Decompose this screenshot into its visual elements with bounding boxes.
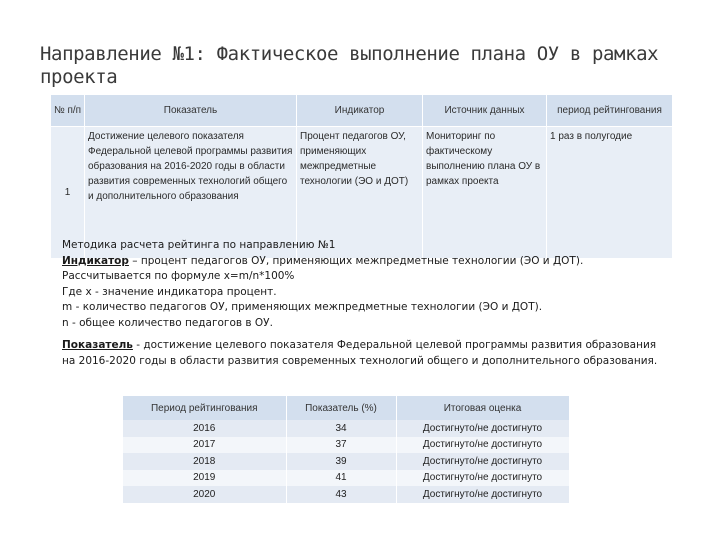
- row-result: Достигнуто/не достигнуто: [396, 437, 569, 454]
- row-result: Достигнуто/не достигнуто: [396, 486, 569, 503]
- header-source: Источник данных: [423, 95, 547, 127]
- header-indicator: Индикатор: [297, 95, 423, 127]
- row-year: 2017: [123, 437, 286, 454]
- header-rating-result: Итоговая оценка: [396, 396, 569, 420]
- variable-n-line: n - общее количество педагогов в ОУ.: [62, 316, 273, 329]
- table-row: [123, 470, 569, 487]
- methodology-block: [62, 238, 712, 331]
- row-pokazatel: Достижение целевого показателя Федеральной целевой программы развития образования на 2016-2020 годы в области развития современных технологий общего и дополнительного образования: [85, 127, 297, 259]
- pokazatel-block: [62, 338, 662, 369]
- page-title: Направление №1: Фактическое выполнение плана ОУ в рамках проекта: [40, 43, 659, 88]
- table-row: [123, 453, 569, 470]
- header-rating-period: Период рейтингования: [123, 396, 286, 420]
- header-pokazatel: Показатель: [85, 95, 297, 127]
- row-result: Достигнуто/не достигнуто: [396, 470, 569, 487]
- row-result: Достигнуто/не достигнуто: [396, 453, 569, 470]
- row-value: 37: [286, 437, 396, 454]
- table-row: [123, 437, 569, 454]
- row-year: 2020: [123, 486, 286, 503]
- table-row: [123, 486, 569, 503]
- row-period: 1 раз в полугодие: [547, 127, 673, 259]
- row-indicator: Процент педагогов ОУ, применяющих межпредметные технологии (ЭО и ДОТ): [297, 127, 423, 259]
- table-row: [123, 420, 569, 437]
- plan-table: [50, 94, 673, 259]
- header-period: период рейтингования: [547, 95, 673, 127]
- indicator-definition: [62, 254, 712, 270]
- indicator-label: Индикатор: [62, 254, 129, 267]
- rating-table: [123, 396, 570, 503]
- row-value: 39: [286, 453, 396, 470]
- row-value: 34: [286, 420, 396, 437]
- row-year: 2018: [123, 453, 286, 470]
- pokazatel-text: - достижение целевого показателя Федеральной целевой программы развития образования на 2016-2020 годы в области развития современных технологий общего и дополнительного образования.: [62, 339, 658, 367]
- header-rating-value: Показатель (%): [286, 396, 396, 420]
- row-result: Достигнуто/не достигнуто: [396, 420, 569, 437]
- rating-table-header-row: [123, 396, 569, 420]
- methodology-title: Методика расчета рейтинга по направлению №1: [62, 239, 336, 251]
- row-value: 43: [286, 486, 396, 503]
- formula-line: Рассчитывается по формуле x=m/n*100%: [62, 270, 295, 282]
- row-year: 2019: [123, 470, 286, 487]
- variable-m-line: m - количество педагогов ОУ, применяющих межпредметные технологии (ЭО и ДОТ).: [62, 301, 543, 313]
- row-source: Мониторинг по фактическому выполнению плана ОУ в рамках проекта: [423, 127, 547, 259]
- row-number: 1: [51, 127, 85, 259]
- indicator-text: – процент педагогов ОУ, применяющих межпредметные технологии (ЭО и ДОТ).: [128, 254, 584, 267]
- row-value: 41: [286, 470, 396, 487]
- plan-table-header-row: [51, 95, 673, 127]
- header-num: № п/п: [51, 95, 85, 127]
- variable-x-line: Где x - значение индикатора процент.: [62, 285, 277, 298]
- row-year: 2016: [123, 420, 286, 437]
- pokazatel-label: Показатель: [62, 339, 133, 351]
